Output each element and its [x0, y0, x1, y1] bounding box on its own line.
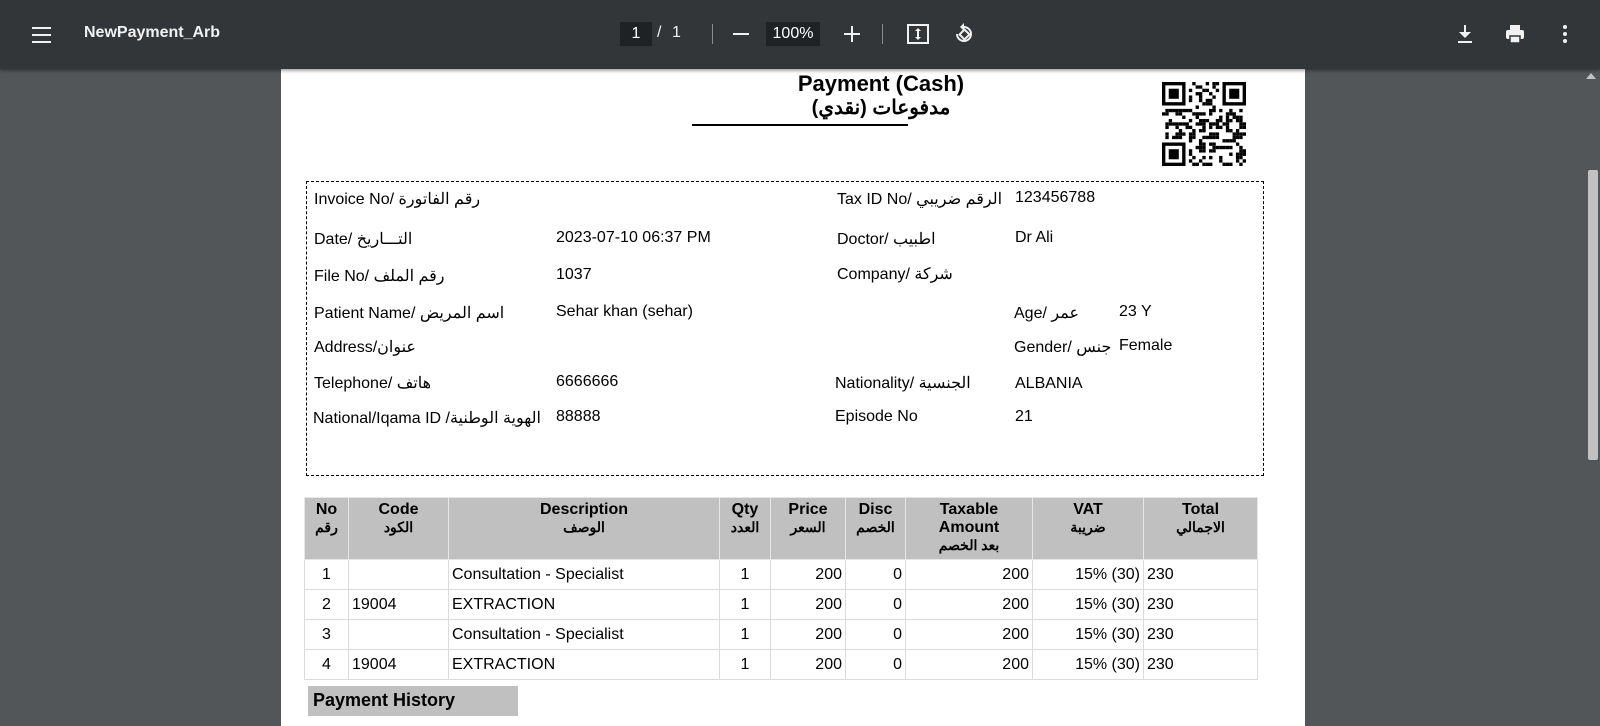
row-no: 3 — [305, 620, 349, 650]
col-taxable-header: Taxable Amount بعد الخصم — [906, 498, 1033, 560]
address-label: Address/عنوان — [314, 339, 416, 356]
zoom-in-icon[interactable] — [836, 18, 868, 50]
row-price: 200 — [771, 560, 846, 590]
row-vat: 15% (30) — [1033, 620, 1144, 650]
row-qty: 1 — [720, 560, 771, 590]
row-taxable: 200 — [906, 590, 1033, 620]
page-number-input[interactable]: 1 — [620, 22, 652, 46]
gender-label: Gender/ جنس — [1014, 339, 1112, 356]
row-total: 230 — [1144, 560, 1258, 590]
zoom-level-input[interactable]: 100% — [766, 22, 820, 46]
col-code-header: Code الكود — [349, 498, 449, 560]
table-row — [305, 560, 1258, 590]
page-count: 1 — [672, 24, 681, 41]
fit-page-icon[interactable] — [902, 18, 934, 50]
age-label: Age/ عمر — [1014, 305, 1079, 322]
telephone-label: Telephone/ هاتف — [314, 375, 432, 392]
row-price: 200 — [771, 590, 846, 620]
row-qty: 1 — [720, 620, 771, 650]
patient-info-box — [306, 181, 1264, 476]
telephone-value: 6666666 — [556, 373, 619, 390]
col-price-header: Price السعر — [771, 498, 846, 560]
more-vert-icon[interactable] — [1549, 18, 1581, 50]
row-code: 19004 — [349, 650, 449, 680]
row-disc: 0 — [846, 620, 906, 650]
row-total: 230 — [1144, 650, 1258, 680]
col-description-header: Description الوصف — [449, 498, 720, 560]
row-code: 19004 — [349, 590, 449, 620]
title-underline — [692, 124, 908, 126]
row-description: Consultation - Specialist — [449, 560, 720, 590]
national-id-label: National/Iqama ID /الهوية الوطنية — [313, 410, 541, 427]
print-icon[interactable] — [1499, 18, 1531, 50]
toolbar-divider — [882, 24, 883, 44]
row-disc: 0 — [846, 650, 906, 680]
row-taxable: 200 — [906, 650, 1033, 680]
row-code — [349, 560, 449, 590]
row-taxable: 200 — [906, 620, 1033, 650]
pdf-toolbar — [0, 0, 1600, 69]
row-total: 230 — [1144, 620, 1258, 650]
row-qty: 1 — [720, 590, 771, 620]
row-vat: 15% (30) — [1033, 560, 1144, 590]
tax-id-label: Tax ID No/ الرقم ضريبي — [837, 191, 1003, 208]
row-no: 1 — [305, 560, 349, 590]
table-row — [305, 650, 1258, 680]
row-disc: 0 — [846, 590, 906, 620]
row-no: 4 — [305, 650, 349, 680]
doctor-value: Dr Ali — [1015, 229, 1054, 246]
file-no-label: File No/ رقم الملف — [314, 268, 445, 285]
row-description: EXTRACTION — [449, 650, 720, 680]
patient-name-label: Patient Name/ اسم المريض — [314, 305, 505, 322]
doctor-label: Doctor/ اطبيب — [837, 231, 936, 248]
col-no-header: No رقم — [305, 498, 349, 560]
row-no: 2 — [305, 590, 349, 620]
table-header-row — [305, 498, 1258, 560]
episode-label: Episode No — [835, 408, 918, 425]
items-table — [304, 497, 1258, 680]
rotate-icon[interactable] — [948, 18, 980, 50]
row-code — [349, 620, 449, 650]
col-total-header: Total الاجمالي — [1144, 498, 1258, 560]
row-vat: 15% (30) — [1033, 650, 1144, 680]
col-vat-header: VAT ضريبة — [1033, 498, 1144, 560]
invoice-label: Invoice No/ رقم الفاتورة — [314, 191, 481, 208]
age-value: 23 Y — [1119, 303, 1152, 320]
row-description: Consultation - Specialist — [449, 620, 720, 650]
row-qty: 1 — [720, 650, 771, 680]
nationality-label: Nationality/ الجنسية — [835, 375, 971, 392]
col-qty-header: Qty العدد — [720, 498, 771, 560]
episode-value: 21 — [1015, 408, 1033, 425]
nationality-value: ALBANIA — [1015, 375, 1083, 392]
date-label: Date/ التـــاريخ — [314, 231, 413, 248]
row-price: 200 — [771, 620, 846, 650]
patient-name-value: Sehar khan (sehar) — [556, 303, 693, 320]
pdf-page — [281, 69, 1305, 726]
scrollbar-thumb[interactable] — [1588, 170, 1598, 460]
gender-value: Female — [1119, 337, 1173, 354]
payment-title: Payment (Cash) — [797, 71, 965, 96]
row-vat: 15% (30) — [1033, 590, 1144, 620]
row-disc: 0 — [846, 560, 906, 590]
download-icon[interactable] — [1449, 18, 1481, 50]
company-label: Company/ شركة — [837, 266, 953, 283]
zoom-out-icon[interactable] — [725, 18, 757, 50]
row-price: 200 — [771, 650, 846, 680]
qr-code-icon — [1162, 82, 1246, 166]
row-description: EXTRACTION — [449, 590, 720, 620]
row-taxable: 200 — [906, 560, 1033, 590]
table-row — [305, 620, 1258, 650]
date-value: 2023-07-10 06:37 PM — [556, 229, 711, 246]
document-title: NewPayment_Arb — [84, 24, 221, 41]
file-no-value: 1037 — [556, 266, 592, 283]
scroll-up-arrow-icon[interactable] — [1586, 73, 1596, 79]
national-id-value: 88888 — [556, 408, 601, 425]
menu-icon[interactable] — [24, 20, 58, 50]
table-row — [305, 590, 1258, 620]
payment-title-arabic: مدفوعات (نقدي) — [811, 97, 951, 119]
toolbar-divider — [712, 24, 713, 44]
row-total: 230 — [1144, 590, 1258, 620]
col-disc-header: Disc الخصم — [846, 498, 906, 560]
page-separator: / — [657, 24, 662, 41]
payment-history-heading: Payment History — [308, 686, 518, 716]
tax-id-value: 123456788 — [1015, 189, 1096, 206]
